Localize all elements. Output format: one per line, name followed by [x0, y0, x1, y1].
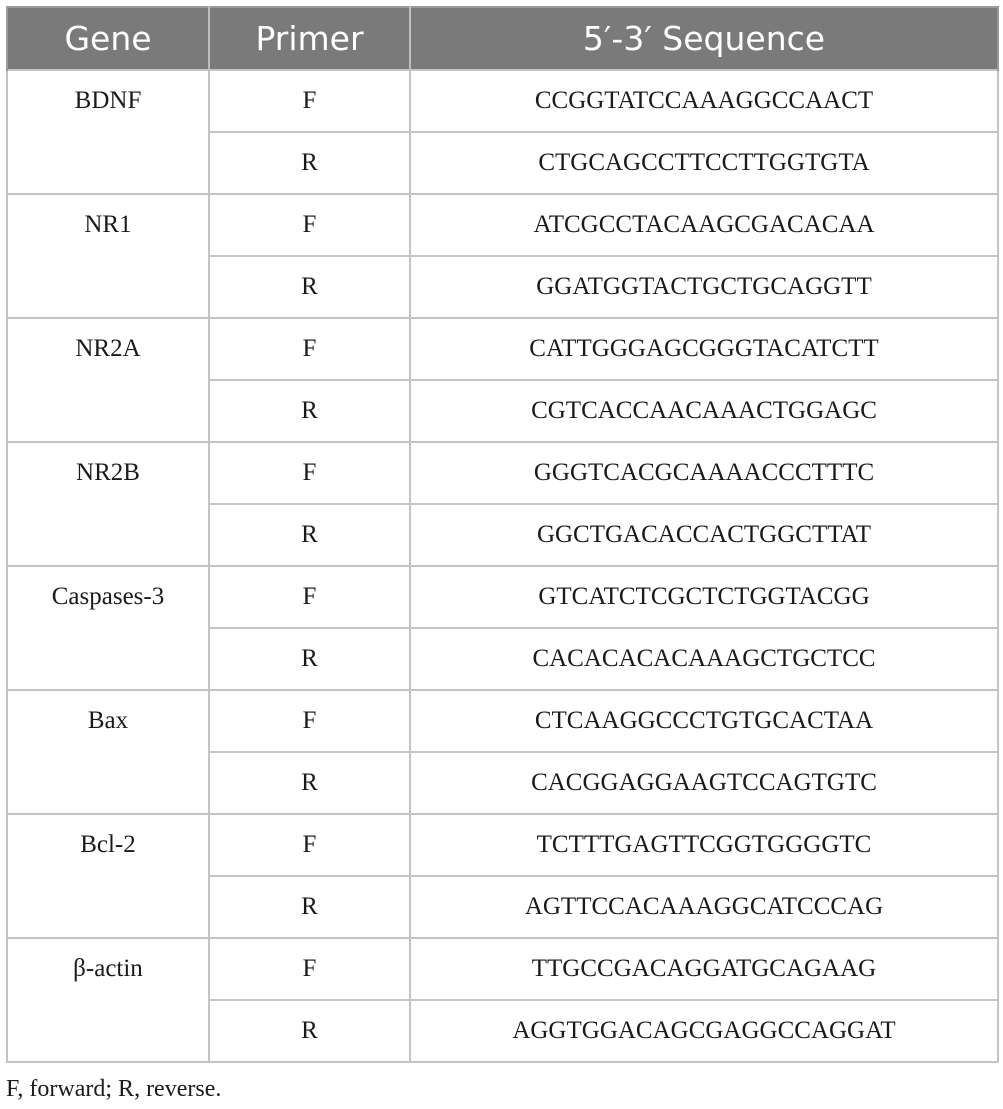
- table-footnote: F, forward; R, reverse.: [6, 1076, 222, 1102]
- table-row: [7, 690, 998, 752]
- primer-cell: R: [209, 504, 410, 566]
- sequence-cell: CACACACACAAAGCTGCTCC: [410, 628, 998, 690]
- sequence-cell: CTCAAGGCCCTGTGCACTAA: [410, 690, 998, 752]
- sequence-cell: TTGCCGACAGGATGCAGAAG: [410, 938, 998, 1000]
- primer-cell: R: [209, 1000, 410, 1062]
- gene-cell: NR2B: [7, 442, 209, 566]
- header-row: [7, 7, 998, 70]
- sequence-cell: GGATGGTACTGCTGCAGGTT: [410, 256, 998, 318]
- table-row: [7, 814, 998, 876]
- sequence-cell: TCTTTGAGTTCGGTGGGGTC: [410, 814, 998, 876]
- gene-cell: Bcl-2: [7, 814, 209, 938]
- table-row: [7, 194, 998, 256]
- primer-cell: R: [209, 132, 410, 194]
- primer-table: [6, 6, 999, 1063]
- sequence-cell: CATTGGGAGCGGGTACATCTT: [410, 318, 998, 380]
- sequence-cell: AGGTGGACAGCGAGGCCAGGAT: [410, 1000, 998, 1062]
- primer-table-container: [6, 6, 997, 1063]
- primer-cell: R: [209, 752, 410, 814]
- primer-cell: F: [209, 318, 410, 380]
- primer-cell: F: [209, 690, 410, 752]
- sequence-cell: CCGGTATCCAAAGGCCAACT: [410, 70, 998, 132]
- table-row: [7, 566, 998, 628]
- table-header: [7, 7, 998, 70]
- primer-cell: F: [209, 814, 410, 876]
- header-gene: Gene: [7, 7, 209, 70]
- table-body: [7, 70, 998, 1062]
- gene-cell: Caspases-3: [7, 566, 209, 690]
- gene-cell: NR1: [7, 194, 209, 318]
- primer-cell: R: [209, 256, 410, 318]
- gene-cell: β-actin: [7, 938, 209, 1062]
- primer-cell: F: [209, 938, 410, 1000]
- table-row: [7, 318, 998, 380]
- table-row: [7, 442, 998, 504]
- gene-cell: BDNF: [7, 70, 209, 194]
- sequence-cell: GGGTCACGCAAAACCCTTTC: [410, 442, 998, 504]
- primer-cell: R: [209, 380, 410, 442]
- primer-cell: F: [209, 442, 410, 504]
- primer-cell: F: [209, 566, 410, 628]
- sequence-cell: GTCATCTCGCTCTGGTACGG: [410, 566, 998, 628]
- sequence-cell: CGTCACCAACAAACTGGAGC: [410, 380, 998, 442]
- sequence-cell: AGTTCCACAAAGGCATCCCAG: [410, 876, 998, 938]
- primer-cell: R: [209, 628, 410, 690]
- sequence-cell: ATCGCCTACAAGCGACACAA: [410, 194, 998, 256]
- gene-cell: NR2A: [7, 318, 209, 442]
- header-sequence: 5′-3′ Sequence: [410, 7, 998, 70]
- table-row: [7, 938, 998, 1000]
- primer-cell: R: [209, 876, 410, 938]
- primer-cell: F: [209, 194, 410, 256]
- sequence-cell: GGCTGACACCACTGGCTTAT: [410, 504, 998, 566]
- gene-cell: Bax: [7, 690, 209, 814]
- header-primer: Primer: [209, 7, 410, 70]
- table-row: [7, 70, 998, 132]
- sequence-cell: CACGGAGGAAGTCCAGTGTC: [410, 752, 998, 814]
- primer-cell: F: [209, 70, 410, 132]
- sequence-cell: CTGCAGCCTTCCTTGGTGTA: [410, 132, 998, 194]
